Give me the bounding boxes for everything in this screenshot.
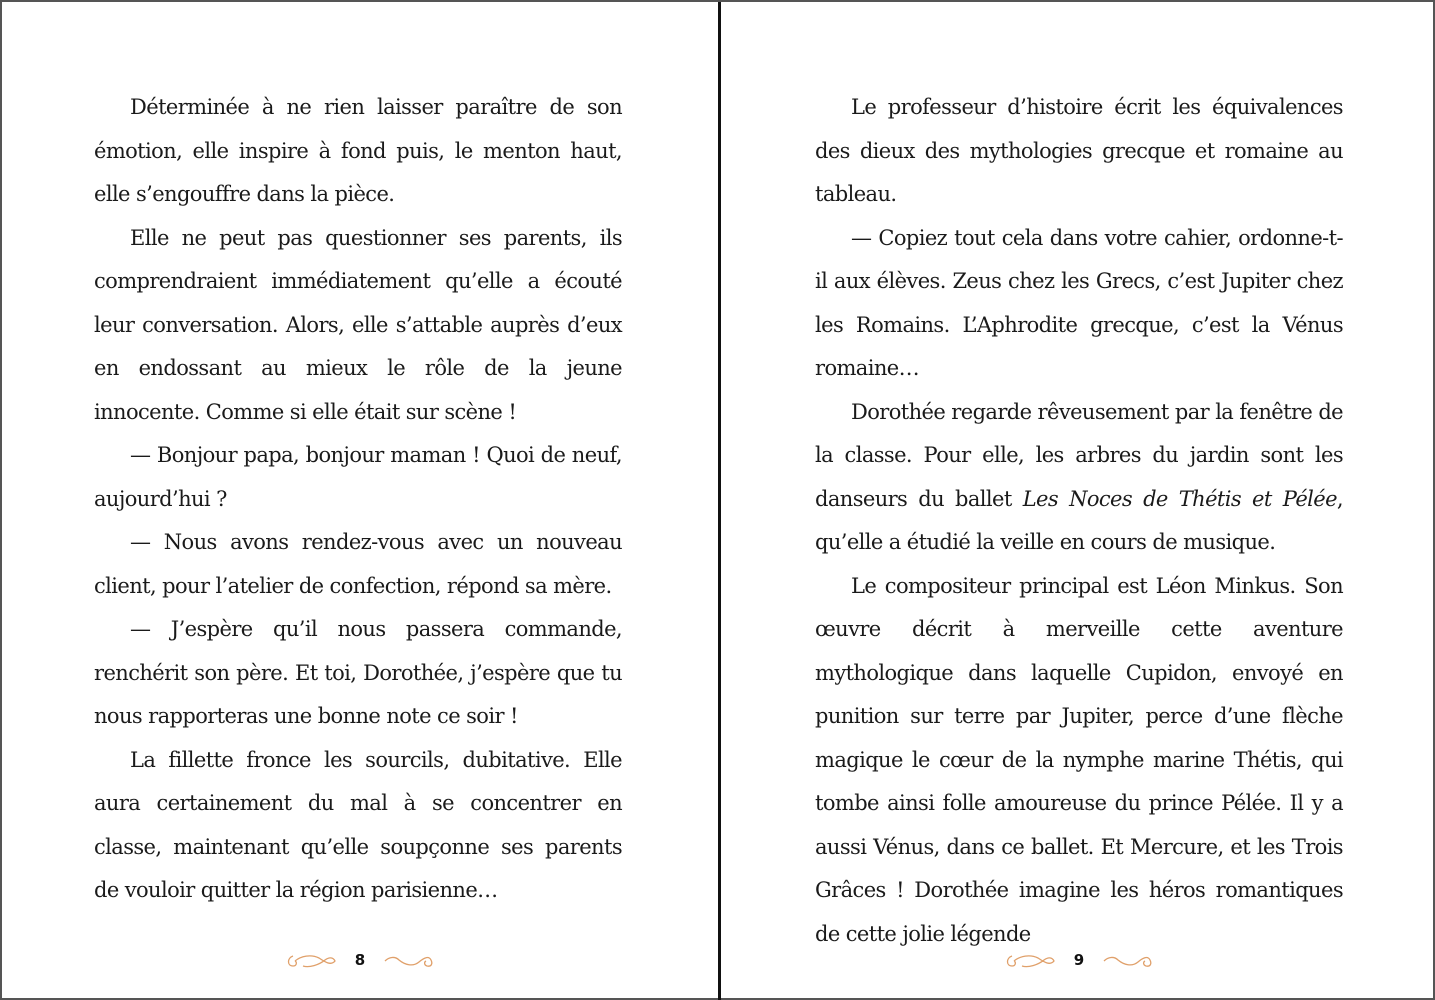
flourish-ornament-icon [383,948,435,972]
page-footer [2,948,718,972]
paragraph-text: , qu’elle a étudié la veille en cours de musique. [815,486,1343,554]
paragraph: Le compositeur principal est Léon Minkus. Son œuvre décrit à merveille cette aventure mythologique dans laquelle Cupidon, envoyé en punition sur terre par Jupiter, perce d’une flèche magique le cœur de la nymphe marine Thétis, qui tombe ainsi folle amoureuse du prince Pélée. Il y a aussi Vénus, dans ce ballet. Et Mercure, et les Trois Grâces ! Dorothée imagine les héros romantiques de cette jolie légende [815,573,1343,946]
page-number: 9 [1073,951,1085,969]
paragraph-text: Dorothée regarde rêveusement par la fenêtre de la classe. Pour elle, les arbres du jardin sont les danseurs du ballet [815,399,1343,511]
paragraph: — Nous avons rendez-vous avec un nouveau client, pour l’atelier de confection, répond sa mère. [94,530,622,598]
page-footer [721,948,1435,972]
page-left [2,2,718,1000]
paragraph: Elle ne peut pas questionner ses parents, ils comprendraient immédiatement qu’elle a écouté leur conversation. Alors, elle s’attable auprès d’eux en endossant au mieux le rôle de la jeune innocente. Comme si elle était sur scène ! [94,225,622,424]
paragraph: — Bonjour papa, bonjour maman ! Quoi de neuf, aujourd’hui ? [94,443,622,511]
page-right [721,2,1435,1000]
flourish-ornament-icon [285,948,337,972]
page-body [94,86,622,913]
ballet-title: Les Noces de Thétis et Pélée [1022,486,1337,511]
paragraph [815,391,1343,565]
page-body [815,86,1343,956]
paragraph: Le professeur d’histoire écrit les équivalences des dieux des mythologies grecque et romaine au tableau. [815,95,1343,206]
flourish-ornament-icon [1102,948,1154,972]
paragraph: — Copiez tout cela dans votre cahier, ordonne-t-il aux élèves. Zeus chez les Grecs, c’est Jupiter chez les Romains. L’Aphrodite grecque, c’est la Vénus romaine… [815,225,1343,380]
paragraph: La fillette fronce les sourcils, dubitative. Elle aura certainement du mal à se concentrer en classe, maintenant qu’elle soupçonne ses parents de vouloir quitter la région parisienne… [94,747,622,902]
paragraph: — J’espère qu’il nous passera commande, renchérit son père. Et toi, Dorothée, j’espère que tu nous rapporteras une bonne note ce soir ! [94,617,622,728]
flourish-ornament-icon [1004,948,1056,972]
paragraph: Déterminée à ne rien laisser paraître de son émotion, elle inspire à fond puis, le menton haut, elle s’engouffre dans la pièce. [94,95,622,206]
page-number: 8 [354,951,366,969]
